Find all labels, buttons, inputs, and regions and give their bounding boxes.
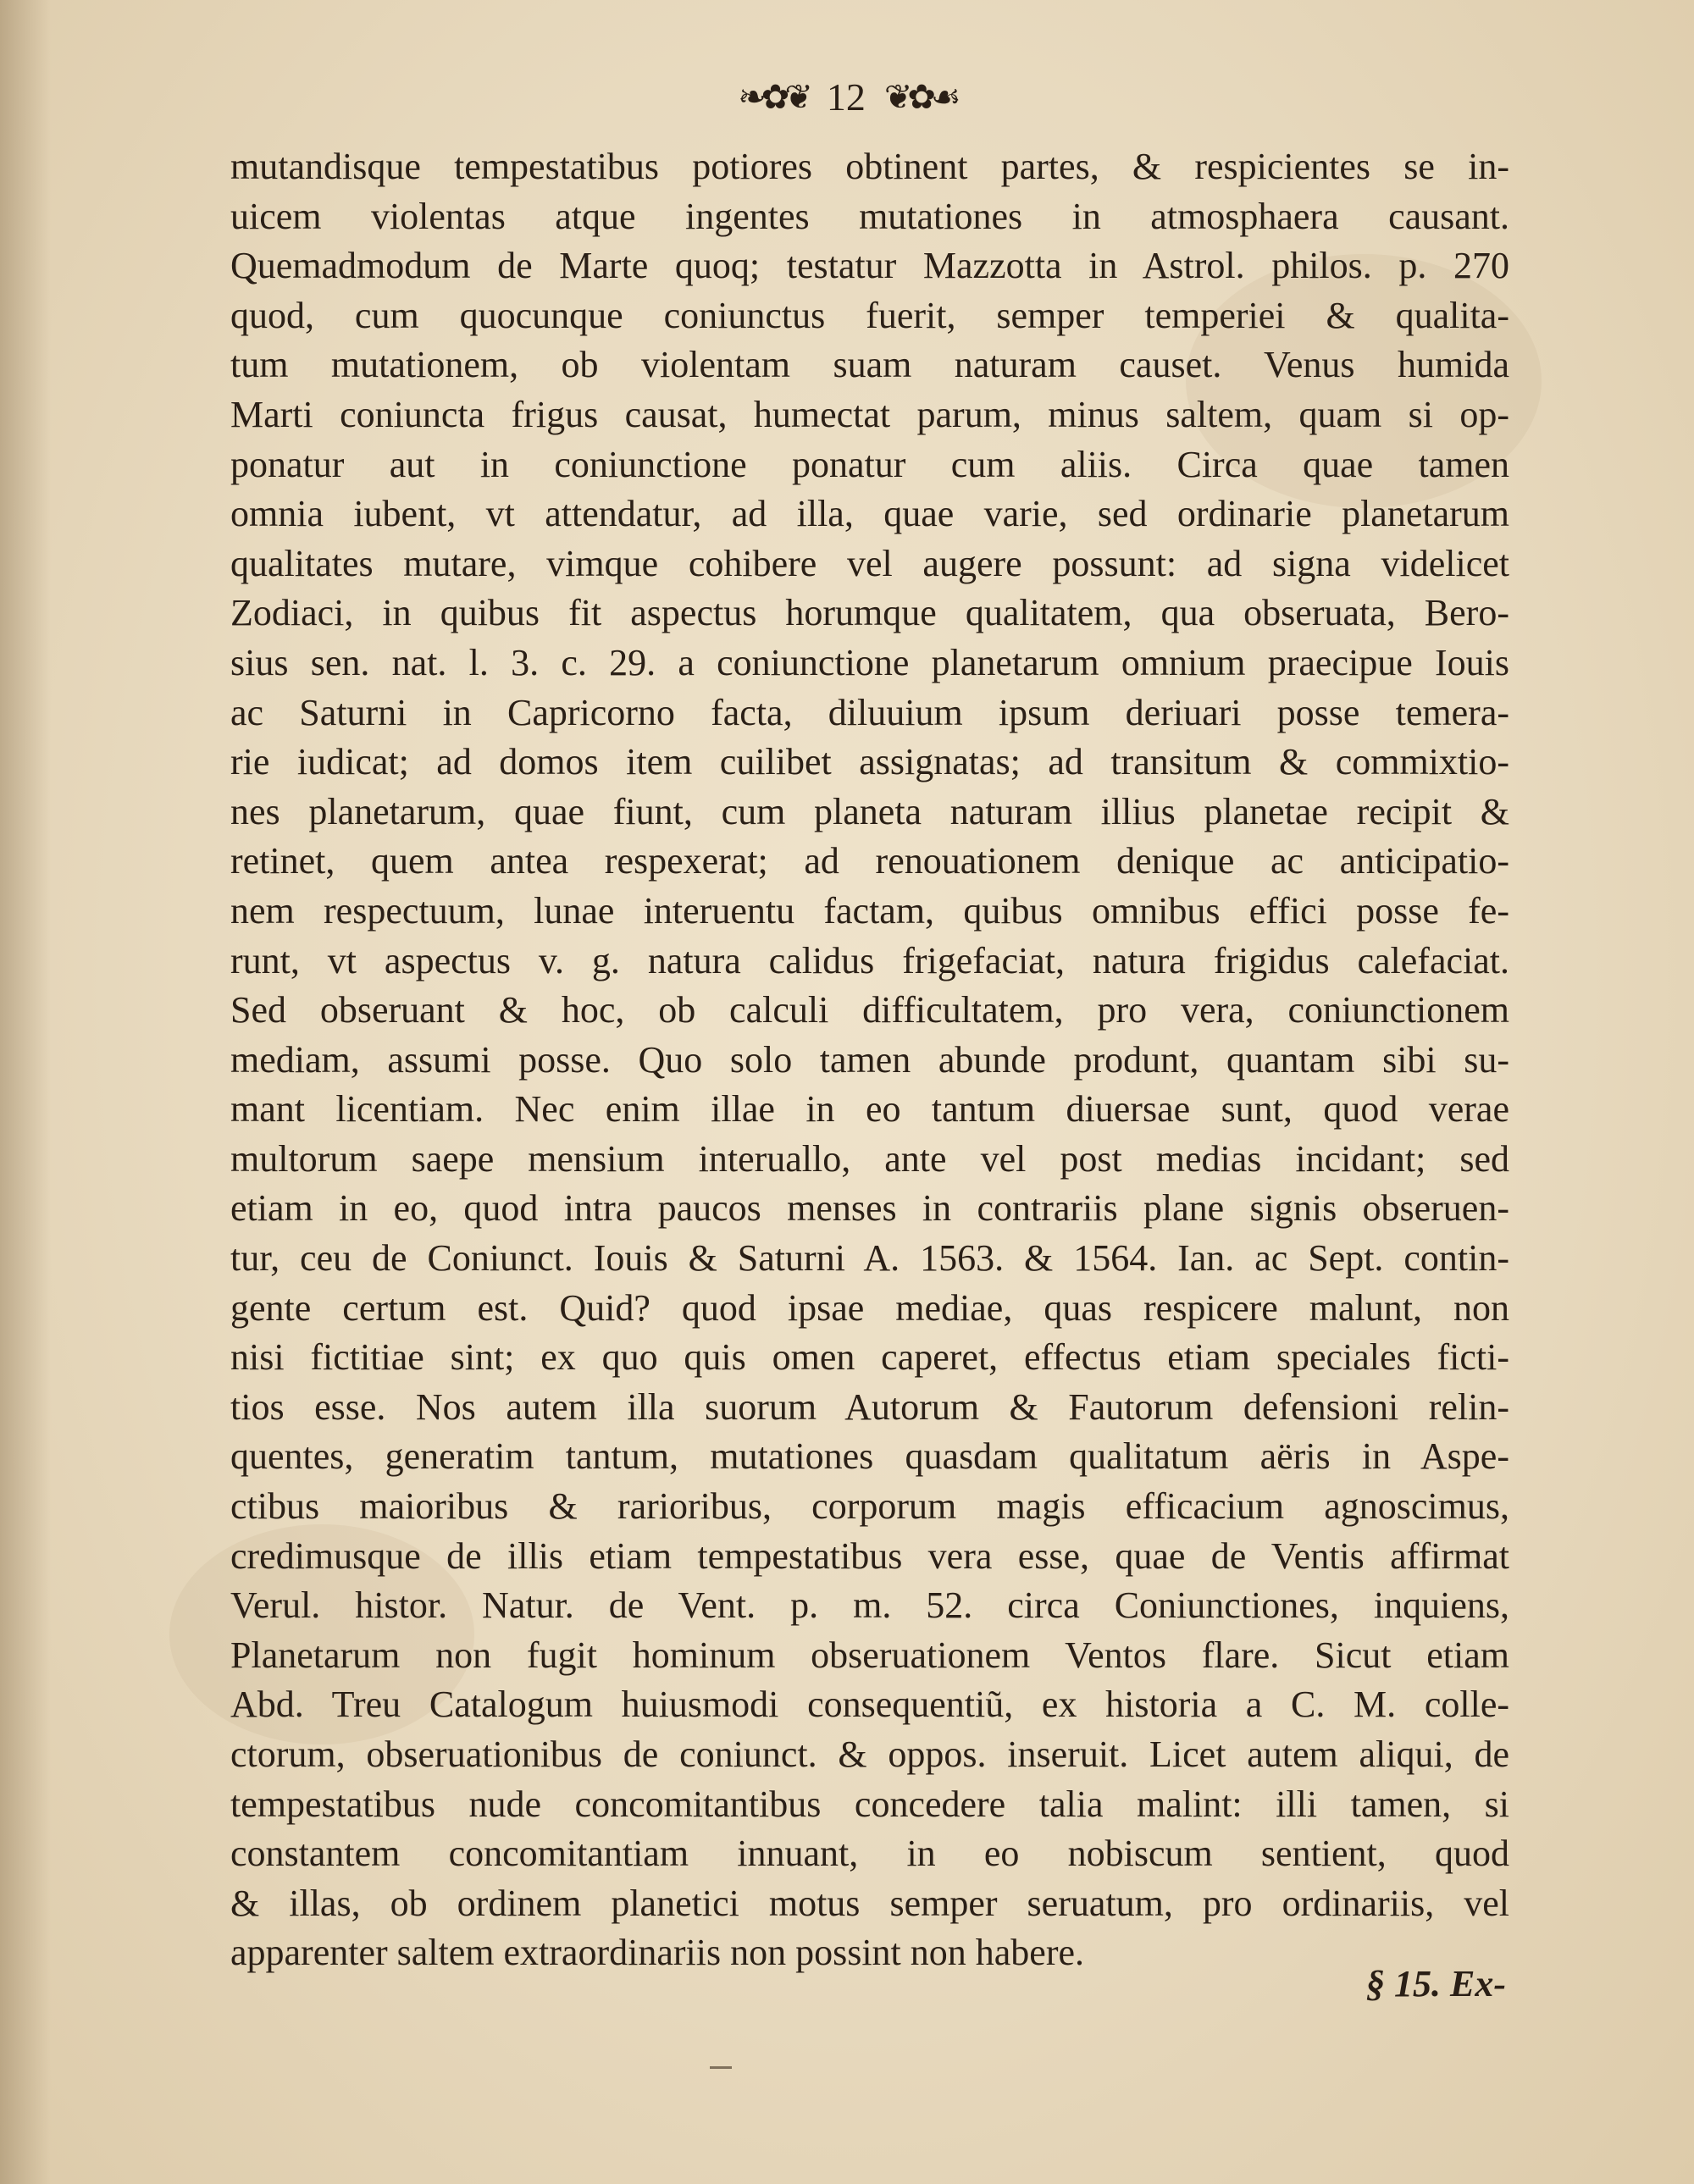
text-line: etiam in eo, quod intra paucos menses in contrariis plane signis obseruen- (230, 1187, 1509, 1230)
text-line: tum mutationem, ob violentam suam naturam causet. Venus humida (230, 344, 1509, 386)
bottom-mark (710, 2066, 732, 2069)
text-line: quentes, generatim tantum, mutationes quasdam qualitatum aëris in Aspe- (230, 1435, 1509, 1478)
text-line: nem respectuum, lunae interuentu factam, quibus omnibus effici posse fe- (230, 889, 1509, 932)
spine-shadow (0, 0, 51, 2184)
text-line: Marti coniuncta frigus causat, humectat parum, minus saltem, quam si op- (230, 393, 1509, 435)
page-number: 12 (826, 75, 866, 119)
body-text (230, 142, 1509, 1978)
text-line: uicem violentas atque ingentes mutationes in atmosphaera causant. (230, 195, 1509, 237)
right-ornament-icon: ❦✿☙ (883, 78, 956, 116)
text-line: mutandisque tempestatibus potiores obtinent partes, & respicientes se in- (230, 146, 1509, 187)
text-line: constantem concomitantiam innuant, in eo nobiscum sentient, quod (230, 1833, 1509, 1875)
catchword: § 15. Ex- (1366, 1963, 1506, 2004)
text-line: mediam, assumi posse. Quo solo tamen abunde produnt, quantam sibi su- (230, 1038, 1509, 1081)
text-line: apparenter saltem extraordinariis non possint non habere. (230, 1932, 1085, 1974)
text-line: ponatur aut in coniunctione ponatur cum aliis. Circa quae tamen (230, 443, 1509, 485)
page-header (0, 75, 1694, 137)
text-line: qualitates mutare, vimque cohibere vel augere possunt: ad signa videlicet (230, 542, 1509, 584)
text-line: rie iudicat; ad domos item cuilibet assignatas; ad transitum & commixtio- (230, 741, 1509, 783)
text-line: Abd. Treu Catalogum huiusmodi consequentiũ, ex historia a C. M. colle- (230, 1684, 1509, 1726)
text-line: Sed obseruant & hoc, ob calculi difficultatem, pro vera, coniunctionem (230, 989, 1509, 1031)
text-line: retinet, quem antea respexerat; ad renouationem denique ac anticipatio- (230, 840, 1509, 882)
text-line: runt, vt aspectus v. g. natura calidus frigefaciat, natura frigidus calefaciat. (230, 939, 1509, 981)
text-line: omnia iubent, vt attendatur, ad illa, quae varie, sed ordinarie planetarum (230, 493, 1509, 535)
text-line: ac Saturni in Capricorno facta, diluuium ipsum deriuari posse temera- (230, 691, 1509, 733)
text-line: Planetarum non fugit hominum obseruationem Ventos flare. Sicut etiam (230, 1634, 1509, 1676)
text-line: nes planetarum, quae fiunt, cum planeta naturam illius planetae recipit & (230, 790, 1509, 832)
text-line: tempestatibus nude concomitantibus concedere talia malint: illi tamen, si (230, 1783, 1509, 1825)
text-line: sius sen. nat. l. 3. c. 29. a coniunctione planetarum omnium praecipue Iouis (230, 641, 1509, 683)
text-line: mant licentiam. Nec enim illae in eo tantum diuersae sunt, quod verae (230, 1088, 1509, 1131)
text-line: gente certum est. Quid? quod ipsae mediae, quas respicere malunt, non (230, 1286, 1509, 1329)
text-line: ctorum, obseruationibus de coniunct. & oppos. inseruit. Licet autem aliqui, de (230, 1733, 1509, 1775)
text-line: nisi fictitiae sint; ex quo quis omen caperet, effectus etiam speciales ficti- (230, 1336, 1509, 1379)
text-line: credimusque de illis etiam tempestatibus vera esse, quae de Ventis affirmat (230, 1534, 1509, 1577)
left-ornament-icon: ❧✿❦ (738, 78, 808, 116)
text-line: Verul. histor. Natur. de Vent. p. m. 52. circa Coniunctiones, inquiens, (230, 1584, 1509, 1627)
text-line: Zodiaci, in quibus fit aspectus horumque qualitatem, qua obseruata, Bero- (230, 592, 1509, 634)
text-line: multorum saepe mensium interuallo, ante vel post medias incidant; sed (230, 1137, 1509, 1180)
text-line: tur, ceu de Coniunct. Iouis & Saturni A. 1563. & 1564. Ian. ac Sept. contin- (230, 1237, 1509, 1280)
text-line: tios esse. Nos autem illa suorum Autorum & Fautorum defensioni relin- (230, 1385, 1509, 1428)
text-line: quod, cum quocunque coniunctus fuerit, semper temperiei & qualita- (230, 294, 1509, 336)
text-line: & illas, ob ordinem planetici motus semper seruatum, pro ordinariis, vel (230, 1882, 1509, 1924)
text-line: ctibus maioribus & rarioribus, corporum magis efficacium agnoscimus, (230, 1485, 1509, 1528)
text-line: Quemadmodum de Marte quoq; testatur Mazzotta in Astrol. philos. p. 270 (230, 245, 1509, 287)
